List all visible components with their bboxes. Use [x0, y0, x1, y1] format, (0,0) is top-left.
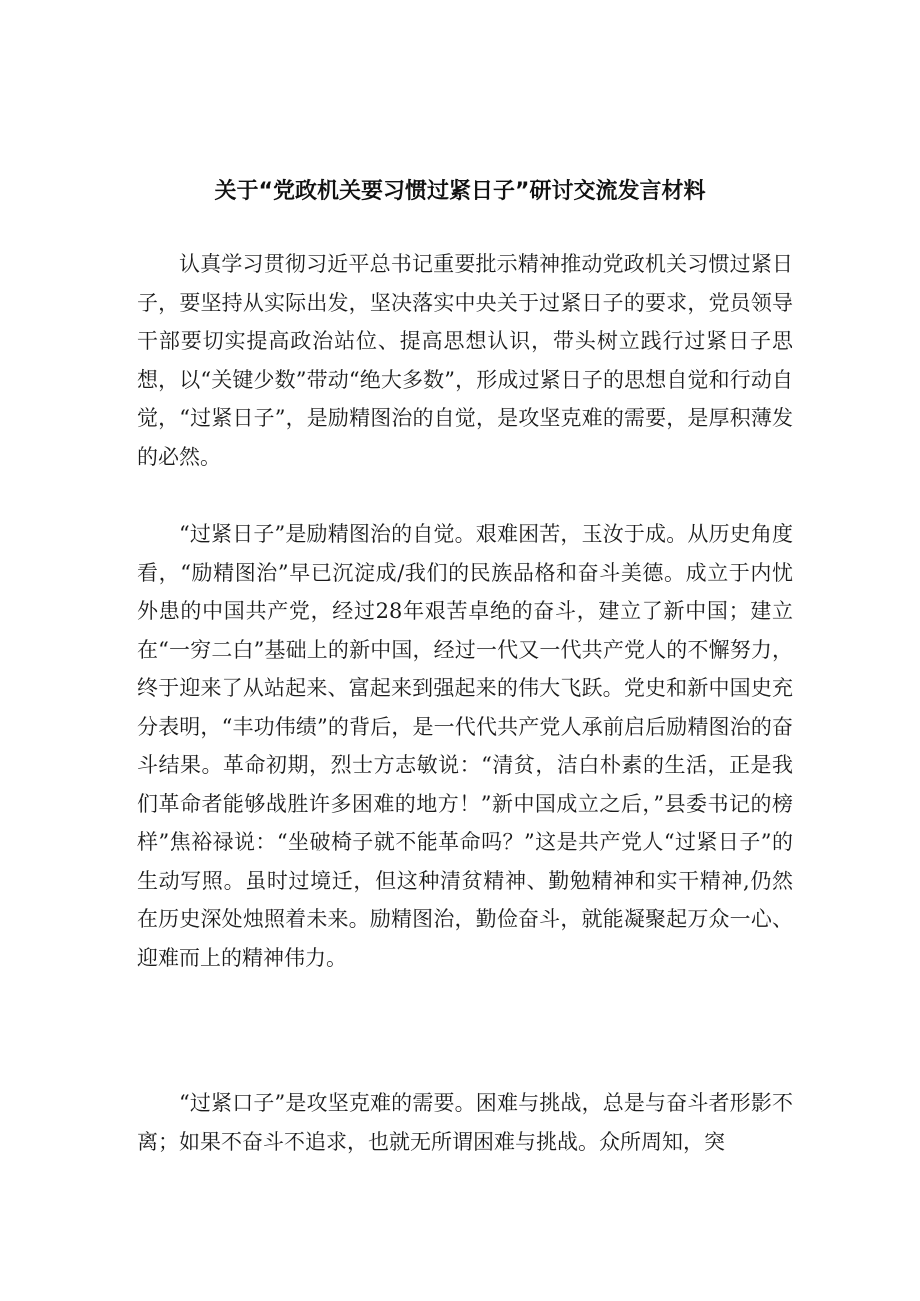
paragraph-overcoming-difficulties: “过紧口子”是攻坚克难的需要。困难与挑战，总是与奋斗者形影不离；如果不奋斗不追求，也就无所谓困难与挑战。众所周知，突 — [137, 1091, 793, 1154]
paragraph-self-motivation: “过紧日子”是励精图治的自觉。艰难困苦，玉汝于成。从历史角度看，“励精图治”早已沉淀成/我们的民族品格和奋斗美德。成立于内忧外患的中国共产党，经过28年艰苦卓绝的奋斗，建立了新中国；建立在“一穷二白”基础上的新中国，经过一代又一代共产党人的不懈努力，终于迎来了从站起来、富起来到强起来的伟大飞跃。党史和新中国史充分表明，“丰功伟绩”的背后，是一代代共产党人承前启后励精图治的奋斗结果。革命初期，烈士方志敏说：“清贫，洁白朴素的生活，正是我们革命者能够战胜许多困难的地方！”新中国成立之后，”县委书记的榜样”焦裕禄说：“坐破椅子就不能革命吗？”这是共产党人“过紧日子”的生动写照。虽时过境迁，但这种清贫精神、勤勉精神和实干精神,仍然在历史深处烛照着未来。励精图治，勤俭奋斗，就能凝聚起万众一心、迎难而上的精神伟力。 — [137, 522, 793, 970]
document-title: 关于“党政机关要习惯过紧日子”研讨交流发言材料 — [214, 179, 706, 204]
paragraph-intro: 认真学习贯彻习近平总书记重要批示精神推动党政机关习惯过紧日子，要坚持从实际出发，坚决落实中央关于过紧日子的要求，党员领导干部要切实提高政治站位、提高思想认识，带头树立践行过紧日子思想，以“关键少数”带动“绝大多数”，形成过紧日子的思想自觉和行动自觉，“过紧日子”，是励精图治的自觉，是攻坚克难的需要，是厚积薄发的必然。 — [137, 252, 793, 469]
